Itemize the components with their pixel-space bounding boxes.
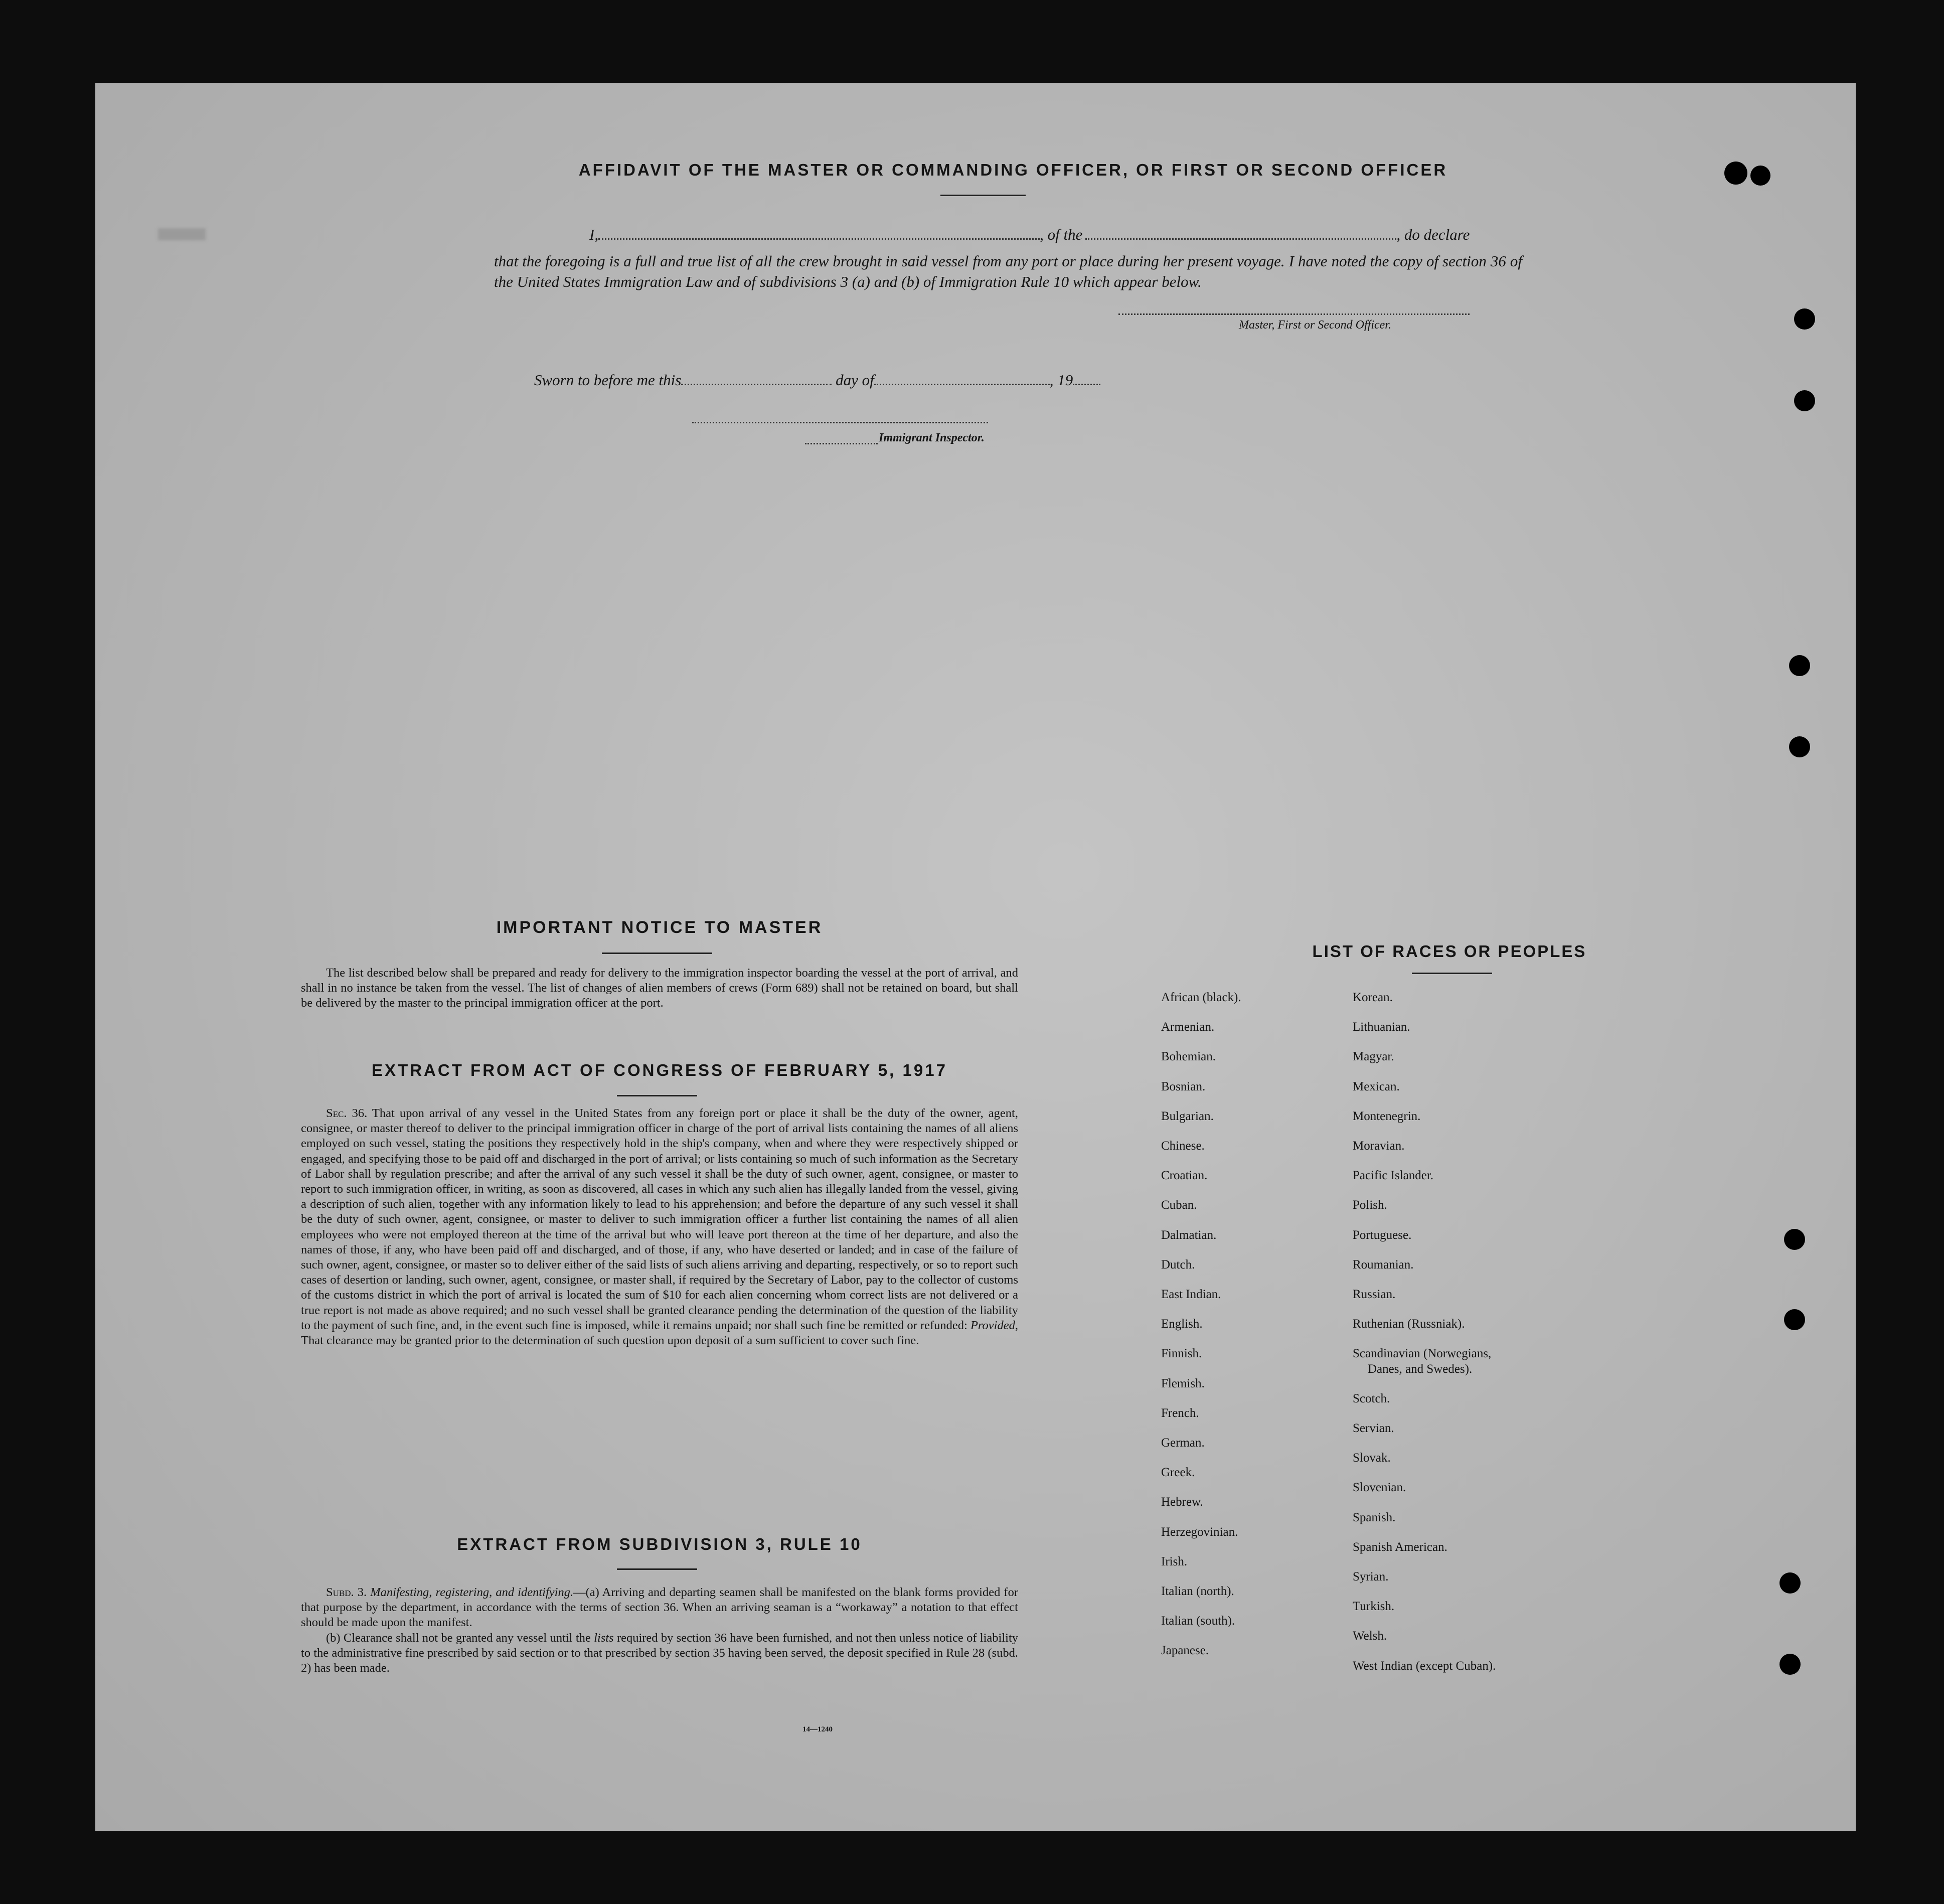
subd-title: Manifesting, registering, and identifying. [370,1585,574,1599]
vessel-label: , of the [1040,226,1083,243]
race-item: Herzegovinian. [1161,1525,1238,1539]
rule-para-b [301,1631,1018,1676]
sec-36-proviso: That clearance may be granted prior to the determination of such question upon deposit of a sum sufficient to cover such fine. [301,1334,919,1348]
subd-para-b-lists: lists [594,1631,614,1645]
race-item: Hebrew. [1161,1495,1203,1509]
race-item: Ruthenian (Russniak). [1353,1317,1465,1331]
race-item: Russian. [1353,1288,1396,1301]
declare-label: , do declare [1396,226,1470,243]
race-item: Servian. [1353,1421,1394,1435]
year-label: , 19 [1049,371,1073,389]
race-item: German. [1161,1436,1205,1450]
day-of-label: day of [836,371,874,389]
punch-hole [1779,1654,1801,1675]
race-item: Roumanian. [1353,1257,1414,1272]
sworn-year-field[interactable] [1073,384,1100,385]
race-item: Cuban. [1161,1198,1197,1212]
document-sheet [95,83,1856,1831]
sworn-label: Sworn to before me this [534,371,682,389]
race-item: Irish. [1161,1554,1188,1568]
punch-hole [1784,1229,1805,1250]
sworn-line [534,371,1100,389]
race-item: Scandinavian (Norwegians, [1353,1347,1492,1361]
notice-title-rule [602,953,712,954]
race-item: East Indian. [1161,1288,1221,1301]
punch-hole [1779,1572,1801,1594]
race-item: French. [1161,1406,1199,1420]
notice-body: The list described below shall be prepared and ready for delivery to the immigration inspector boarding the vessel at the port of arrival, and shall in no instance be taken from the vessel. The list of changes of alien members of crews (Form 689) shall not be retained on board, but shall be delivered by the master to the principal immigration officer at the port. [301,966,1018,1010]
race-item: Korean. [1353,991,1393,1004]
subd-para-a: —(a) Arriving and departing seamen shall be manifested on the blank forms provided for that purpose by the department, in accordance with the terms of section 36. When an arriving seaman is a “workaway” a notation to that effect should be made upon the manifest. [301,1585,1018,1630]
race-item: Magyar. [1353,1050,1394,1064]
races-title-rule [1412,973,1492,974]
affidavit-title: AFFIDAVIT OF THE MASTER OR COMMANDING OFFICER, OR FIRST OR SECOND OFFICER [578,161,1448,179]
vessel-name-field[interactable] [1085,238,1396,240]
provided-label: Provided, [970,1318,1018,1332]
race-item: English. [1161,1317,1203,1331]
form-number: 14—1240 [802,1725,833,1733]
race-item: Chinese. [1161,1139,1205,1153]
subd-label: Subd. 3. [326,1585,367,1599]
punch-hole [1794,308,1815,330]
race-item: Slovenian. [1353,1481,1406,1495]
subd-para-b-start: (b) Clearance shall not be granted any vessel until the [326,1631,591,1645]
race-item: Syrian. [1353,1570,1389,1583]
race-item: Greek. [1161,1466,1195,1480]
sec-36-text: That upon arrival of any vessel in the United States from any foreign port or place it shall be the duty of the owner, agent, consignee, or master thereof to deliver to the principal immigration officer in charge of the port of arrival lists containing the names of all aliens employed on such vessel, stating the positions they respectively hold in the ship's company, when and where they were respectively shipped or engaged, and specifying those to be paid off and discharged in the port of arrival; or lists containing so much of such information as the Secretary of Labor shall by regulation prescribe; and after the arrival of any such vessel it shall be the duty of such owner, agent, consignee, or master to report to such immigration officer, in writing, as soon as discovered, all cases in which any such alien has illegally landed from the vessel, giving a description of such alien, together with any information likely to lead to his apprehension; and before the departure of any such vessel it shall be the duty of such owner, agent, consignee, or master to deliver to such immigration officer a further list containing the names of all alien employees who were not employed thereon at the time of the arrival but who will leave port thereon at the time of her departure, and also the names of those, if any, who have been paid off and discharged, and of those, if any, who have deserted or landed; and in case of the failure of such owner, agent, consignee, or master so to deliver either of the said lists of such aliens arriving and departing, respectively, or so to report such cases of desertion or landing, such owner, agent, consignee, or master shall, if required by the Secretary of Labor, pay to the collector of customs of the customs district in which the port of arrival is located the sum of $10 for each alien concerning whom correct lists are not delivered or a true report is not made as above required; and no such vessel shall be granted clearance pending the determination of the question of the liability to the payment of such fine, and, in the event such fine is imposed, while it remains unpaid; nor shall such fine be remitted or refunded: [301,1106,1018,1332]
sworn-day-field[interactable] [681,384,832,385]
race-item: Welsh. [1353,1629,1387,1643]
race-item: Scotch. [1353,1391,1390,1405]
race-item: Finnish. [1161,1347,1202,1361]
affidavit-body: that the foregoing is a full and true list of all the crew brought in said vessel from any port or place during her present voyage. I have noted the copy of section 36 of the United States Immigration Law and of subdivisions 3 (a) and (b) of Immigration Rule 10 which appear below. [494,252,1522,290]
master-signature-label: Master, First or Second Officer. [1239,319,1391,332]
race-item: Bohemian. [1161,1050,1216,1064]
race-item: Dalmatian. [1161,1228,1217,1242]
notice-title: IMPORTANT NOTICE TO MASTER [496,918,823,937]
inspector-label: Immigrant Inspector. [879,431,985,444]
affidavit-title-rule [940,195,1026,196]
rule-extract-title: EXTRACT FROM SUBDIVISION 3, RULE 10 [457,1535,862,1553]
races-title: LIST OF RACES OR PEOPLES [1312,942,1587,961]
race-item: Spanish. [1353,1510,1396,1524]
race-item: Dutch. [1161,1257,1195,1272]
race-item: Spanish American. [1353,1540,1447,1554]
act-extract-body [301,1106,1018,1348]
race-item: African (black). [1161,991,1241,1004]
race-item: Pacific Islander. [1353,1169,1434,1183]
inspector-signature-dots [805,443,878,444]
punch-hole [1789,655,1810,676]
race-item: Italian (north). [1161,1584,1234,1598]
punch-hole [1724,162,1747,185]
race-item: Slovak. [1353,1451,1391,1465]
sworn-month-field[interactable] [874,384,1050,385]
race-item: Italian (south). [1161,1614,1235,1628]
subd-para-b-end: required by section 36 have been furnished, and not then unless notice of liability to the administrative fine prescribed by said section or to that prescribed by section 35 having been served, the deposit specified in Rule 28 (subd. 2) has been made. [301,1631,1019,1675]
affidavit-declaration-line [534,226,1540,244]
rule-extract-body [301,1585,1018,1676]
race-item: Montenegrin. [1353,1109,1421,1123]
race-item: West Indian (except Cuban). [1353,1659,1496,1673]
act-extract-title-rule [617,1095,697,1096]
race-item: Bosnian. [1161,1079,1206,1093]
master-signature-field[interactable] [1118,313,1470,315]
race-item: Turkish. [1353,1600,1395,1614]
punch-hole [1784,1309,1805,1330]
inspector-signature-field[interactable] [692,422,988,423]
punch-hole [1789,736,1810,757]
stamp-mark [158,228,206,240]
race-item: Croatian. [1161,1169,1208,1183]
race-item: Mexican. [1353,1079,1400,1093]
declarant-label: I, [589,226,599,243]
race-item: Danes, and Swedes). [1368,1362,1473,1376]
sec-36-label: Sec. 36. [326,1106,368,1120]
act-extract-title: EXTRACT FROM ACT OF CONGRESS OF FEBRUARY 5, 1917 [372,1061,947,1079]
race-item: Japanese. [1161,1644,1209,1658]
declarant-name-field[interactable] [598,238,1040,240]
race-item: Polish. [1353,1198,1387,1212]
race-item: Moravian. [1353,1139,1405,1153]
race-item: Lithuanian. [1353,1020,1410,1034]
punch-hole [1750,166,1770,186]
rule-para-a [301,1585,1018,1631]
race-item: Flemish. [1161,1376,1205,1390]
race-item: Armenian. [1161,1020,1215,1034]
race-item: Bulgarian. [1161,1109,1214,1123]
punch-hole [1794,390,1815,411]
race-item: Portuguese. [1353,1228,1412,1242]
rule-extract-title-rule [617,1568,697,1570]
